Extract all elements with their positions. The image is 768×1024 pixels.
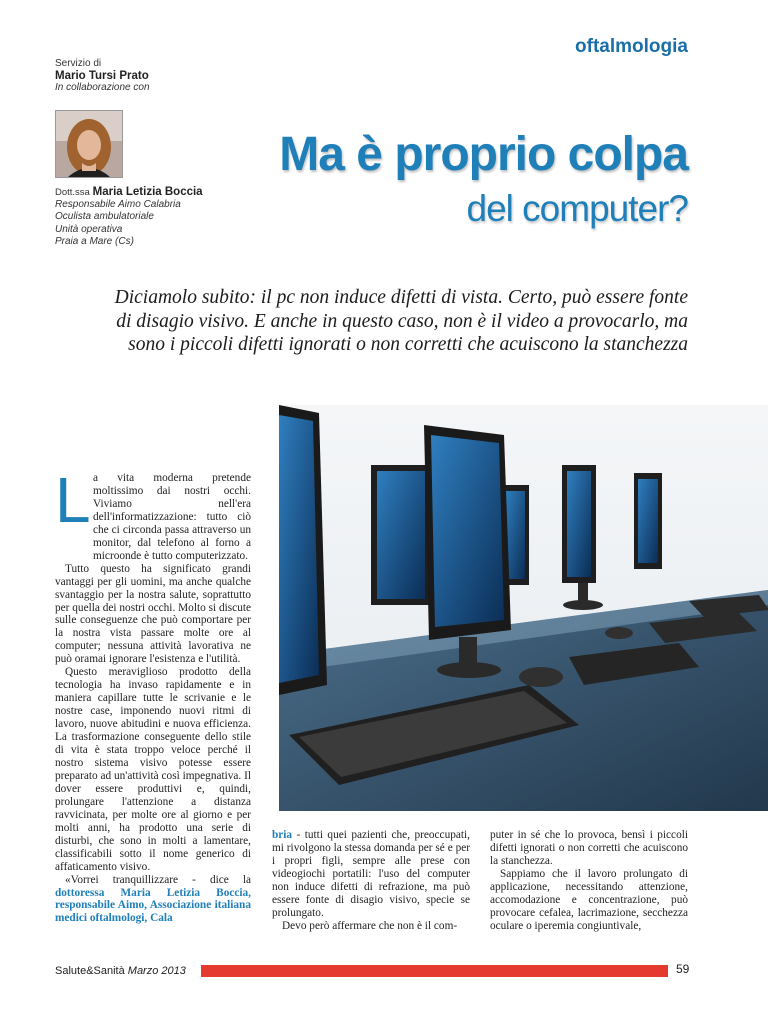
doctor-portrait bbox=[55, 110, 123, 178]
lead-paragraph: Diciamolo subito: il pc non induce difetti di vista. Certo, può essere fonte di disagio visivo. E anche in questo caso, non è il video a provocarlo, ma sono i piccoli difetti ignorati o non corretti che acuiscono la stanchezza bbox=[114, 287, 688, 355]
service-label: Servizio di bbox=[55, 58, 102, 69]
bio-line: Praia a Mare (Cs) bbox=[55, 235, 134, 247]
bio-line: Unità operativa bbox=[55, 223, 123, 235]
headline-line-2: del computer? bbox=[466, 188, 688, 229]
paragraph: Questo meraviglioso prodotto della tecnologia ha invaso rapidamente e in maniera capillare tutte le scrivanie e le nostre case, imponendo nuovi ritmi di lavoro, nuove abitudini e nuova efficienza. La trasformazione conseguente dello stile di vita è stata troppo veloce perché il nostro sistema visivo potesse essere preparato ad un'attività così impegnativa. Il dover essere produttivi e, quindi, prolungare l'attenzione a distanza ravvicinata, per molte ore al giorno e per molti anni, ha prodotto una serie di disturbi, che sono in molti a lamentare, classificabili sotto il nome generico di affaticamento visivo. bbox=[55, 666, 251, 873]
doctor-credit-highlight: dottoressa Maria Letizia Boccia, responsabile Aimo, Associazione italiana medici oftalmologi, Cala bbox=[55, 886, 251, 925]
issue-date: Marzo 2013 bbox=[127, 965, 186, 977]
paragraph: Tutto questo ha significato grandi vantaggi per gli uomini, ma anche qualche svantaggio per la nostra salute, soprattutto per quella dei nostri occhi. Molto si discute sulle conseguenze che può comportare per la nostra vista passare molte ore al computer; nessuna attività lavorativa ne può oramai ignorare l'esistenza e l'utilità. bbox=[55, 562, 251, 666]
footer-magazine bbox=[55, 965, 186, 977]
body-column-2 bbox=[272, 829, 470, 933]
body-column-3 bbox=[490, 829, 688, 933]
quote-intro: «Vorrei tranquillizzare - dice la bbox=[65, 873, 251, 886]
bio-line: Responsabile Aimo Calabria bbox=[55, 199, 181, 211]
page-number: 59 bbox=[676, 962, 690, 976]
section-label: oftalmologia bbox=[575, 36, 688, 57]
collab-label: In collaborazione con bbox=[55, 82, 150, 93]
doctor-credit-highlight-end: bria bbox=[272, 829, 293, 841]
byline bbox=[55, 58, 150, 94]
paragraph: Sappiamo che il lavoro prolungato di applicazione, necessitando attenzione, accomodazione e concentrazione, può provocare cefalea, lacrimazione, secchezza oculare o iperemia congiuntivale, bbox=[490, 867, 688, 932]
bio-prefix: Dott.ssa bbox=[55, 187, 90, 198]
paragraph: a vita moderna pretende moltissimo dai nostri occhi. Viviamo nell'era dell'informatizzazione: tutto ciò che ci circonda passa attraverso un monitor, dal telefono al forno a microonde è tutto computerizzato. bbox=[93, 472, 251, 562]
bio-line: Oculista ambulatoriale bbox=[55, 211, 154, 223]
body-column-1 bbox=[55, 464, 251, 925]
author-name: Mario Tursi Prato bbox=[55, 70, 149, 82]
doctor-bio bbox=[55, 186, 245, 248]
footer-bar bbox=[201, 965, 668, 977]
paragraph: Devo però affermare che non è il com- bbox=[282, 919, 458, 932]
drop-cap: L bbox=[55, 464, 91, 536]
bio-name: Maria Letizia Boccia bbox=[92, 186, 203, 198]
paragraph: puter in sé che lo provoca, bensì i piccoli difetti ignorati o non corretti che acuiscono la stanchezza. bbox=[490, 829, 688, 867]
quote-text: - tutti quei pazienti che, preoccupati, mi rivolgono la stessa domanda per sé e per i propri figli, sempre alle prese con videogiochi portatili: l'uso del computer non induce difetti di refrazione, ma può essere fonte di disagio visivo, specie se prolungato. bbox=[272, 829, 470, 919]
paragraph bbox=[55, 874, 251, 926]
magazine-name: Salute&Sanità bbox=[55, 965, 125, 977]
paragraph bbox=[272, 829, 470, 920]
headline-line-1: Ma è proprio colpa bbox=[279, 128, 688, 181]
computer-lab-photo bbox=[279, 405, 768, 811]
